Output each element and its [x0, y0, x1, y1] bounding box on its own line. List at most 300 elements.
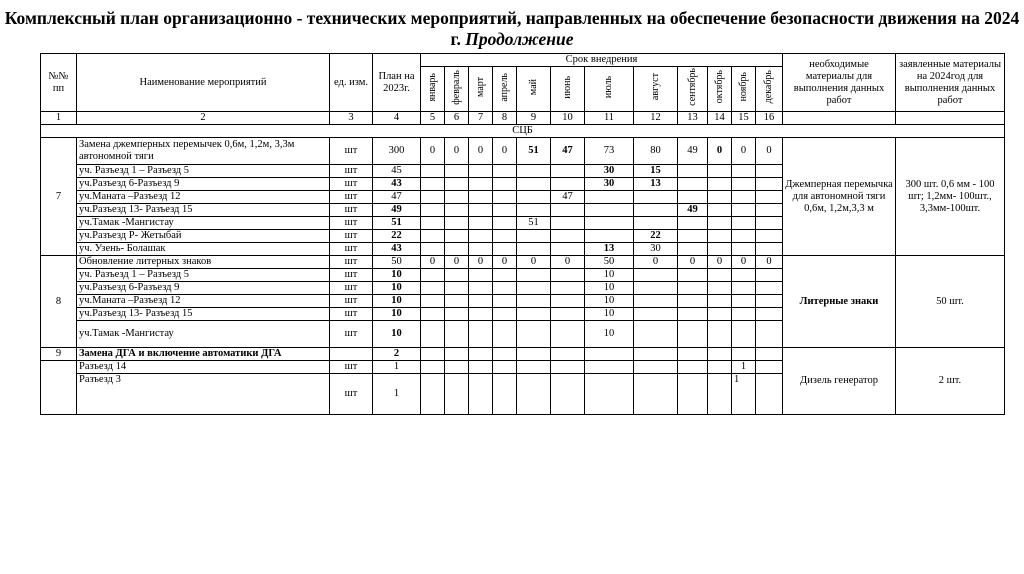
column-number: 5 [421, 112, 445, 125]
plan-cell: 47 [373, 191, 421, 204]
month-cell [756, 217, 783, 230]
month-cell: 30 [634, 243, 678, 256]
plan-cell: 22 [373, 230, 421, 243]
month-cell [421, 204, 445, 217]
column-number: 8 [493, 112, 517, 125]
month-cell: 0 [732, 138, 756, 165]
month-cell [445, 361, 469, 374]
header-period: Срок внедрения [421, 54, 783, 67]
month-cell: 0 [445, 138, 469, 165]
column-number [896, 112, 1005, 125]
month-cell [756, 321, 783, 348]
month-cell [732, 217, 756, 230]
month-cell [517, 321, 551, 348]
plan-cell: 10 [373, 321, 421, 348]
declared-cell: 2 шт. [896, 348, 1005, 415]
month-label: март [474, 77, 486, 97]
unit-cell: шт [330, 361, 373, 374]
month-cell: 30 [585, 165, 634, 178]
header-declared: заявленные материалы на 2024год для выполнения данных работ [896, 54, 1005, 112]
month-label: октябрь [713, 70, 725, 104]
month-cell: 15 [634, 165, 678, 178]
month-cell [756, 165, 783, 178]
month-cell [421, 217, 445, 230]
column-number: 15 [732, 112, 756, 125]
month-cell [469, 295, 493, 308]
month-cell: 80 [634, 138, 678, 165]
month-cell [469, 217, 493, 230]
month-label: январь [426, 72, 438, 102]
month-cell [585, 191, 634, 204]
month-cell [678, 191, 708, 204]
month-cell [493, 204, 517, 217]
month-cell [517, 230, 551, 243]
measure-name: Замена ДГА и включение автоматики ДГА [77, 348, 330, 361]
month-header [585, 67, 634, 112]
month-cell: 0 [708, 256, 732, 269]
header-materials: необходимые материалы для выполнения данных работ [783, 54, 896, 112]
month-cell [678, 308, 708, 321]
month-cell [517, 204, 551, 217]
month-label: июнь [561, 75, 573, 99]
unit-cell: шт [330, 178, 373, 191]
month-header [732, 67, 756, 112]
month-cell: 51 [517, 138, 551, 165]
month-cell [493, 374, 517, 415]
month-cell [469, 230, 493, 243]
month-cell [708, 282, 732, 295]
column-number: 3 [330, 112, 373, 125]
month-cell [585, 217, 634, 230]
month-cell [517, 295, 551, 308]
month-cell: 49 [678, 138, 708, 165]
month-header [551, 67, 585, 112]
month-cell [469, 178, 493, 191]
month-cell [678, 230, 708, 243]
month-cell [678, 295, 708, 308]
month-cell [445, 282, 469, 295]
row-number: 7 [41, 138, 77, 256]
month-cell [493, 191, 517, 204]
month-cell [551, 269, 585, 282]
month-cell [517, 282, 551, 295]
month-cell [551, 217, 585, 230]
month-cell [756, 361, 783, 374]
month-cell [732, 295, 756, 308]
month-cell: 0 [493, 256, 517, 269]
month-header [445, 67, 469, 112]
measure-name: уч.Маната –Разъезд 12 [77, 295, 330, 308]
month-cell [493, 269, 517, 282]
unit-cell: шт [330, 256, 373, 269]
month-cell [493, 282, 517, 295]
month-cell: 10 [585, 321, 634, 348]
measure-name: уч.Тамак -Мангистау [77, 321, 330, 348]
month-cell [517, 374, 551, 415]
month-cell [421, 269, 445, 282]
month-cell [493, 178, 517, 191]
plan-cell: 10 [373, 295, 421, 308]
month-cell [469, 361, 493, 374]
column-number [783, 112, 896, 125]
month-cell: 0 [678, 256, 708, 269]
month-header [517, 67, 551, 112]
measure-name: уч.Тамак -Мангистау [77, 217, 330, 230]
table-row [41, 256, 1005, 269]
month-cell [551, 348, 585, 361]
month-cell [445, 165, 469, 178]
month-cell [678, 282, 708, 295]
column-number: 7 [469, 112, 493, 125]
plan-cell: 43 [373, 178, 421, 191]
month-cell [585, 374, 634, 415]
month-cell [756, 178, 783, 191]
unit-cell: шт [330, 282, 373, 295]
month-cell [732, 321, 756, 348]
month-cell [445, 295, 469, 308]
month-cell [708, 243, 732, 256]
month-cell [445, 204, 469, 217]
month-cell [445, 308, 469, 321]
month-cell [708, 191, 732, 204]
month-cell [678, 269, 708, 282]
month-cell: 13 [585, 243, 634, 256]
month-cell [732, 308, 756, 321]
month-cell [517, 348, 551, 361]
unit-cell: шт [330, 204, 373, 217]
month-cell: 10 [585, 295, 634, 308]
month-cell [517, 308, 551, 321]
month-cell [551, 374, 585, 415]
month-cell: 30 [585, 178, 634, 191]
month-cell [421, 308, 445, 321]
table-row [41, 138, 1005, 165]
materials-cell: Дизель генератор [783, 348, 896, 415]
month-cell [469, 374, 493, 415]
column-number: 4 [373, 112, 421, 125]
column-number: 6 [445, 112, 469, 125]
month-header [634, 67, 678, 112]
month-cell [585, 348, 634, 361]
plan-cell: 10 [373, 282, 421, 295]
column-number: 14 [708, 112, 732, 125]
month-cell: 1 [732, 361, 756, 374]
month-cell [421, 282, 445, 295]
month-cell: 0 [421, 138, 445, 165]
unit-cell: шт [330, 138, 373, 165]
month-cell [445, 348, 469, 361]
month-cell [732, 191, 756, 204]
month-cell: 0 [421, 256, 445, 269]
month-cell [732, 243, 756, 256]
row-number-empty [41, 361, 77, 415]
month-cell [756, 308, 783, 321]
measure-name: уч. Узень- Болашак [77, 243, 330, 256]
month-cell [421, 243, 445, 256]
month-cell [585, 204, 634, 217]
month-cell [708, 308, 732, 321]
month-cell [585, 361, 634, 374]
measure-name: Замена джемперных перемычек 0,6м, 1,2м, 3,3м автономной тяги [77, 138, 330, 165]
month-cell [469, 243, 493, 256]
header-unit: ед. изм. [330, 54, 373, 112]
month-cell: 73 [585, 138, 634, 165]
month-cell [469, 269, 493, 282]
month-cell [708, 217, 732, 230]
month-cell: 10 [585, 282, 634, 295]
month-cell: 51 [517, 217, 551, 230]
month-cell [732, 165, 756, 178]
measure-name: уч.Разъезд 13- Разъезд 15 [77, 204, 330, 217]
month-cell: 50 [585, 256, 634, 269]
month-cell [708, 204, 732, 217]
measure-name: уч.Разъезд Р- Жетыбай [77, 230, 330, 243]
title-main: Комплексный план организационно - технических мероприятий, направленных на обеспечение безопасности движения на 2024 г. [4, 8, 1020, 49]
month-label: ноябрь [737, 72, 749, 102]
row-number: 9 [41, 348, 77, 361]
month-cell: 22 [634, 230, 678, 243]
page-title [0, 8, 1024, 50]
unit-cell: шт [330, 269, 373, 282]
month-cell [445, 230, 469, 243]
month-cell [708, 269, 732, 282]
month-cell [756, 191, 783, 204]
month-cell [469, 165, 493, 178]
month-label: сентябрь [686, 68, 698, 106]
unit-cell [330, 348, 373, 361]
month-cell [445, 191, 469, 204]
unit-cell: шт [330, 230, 373, 243]
month-header [708, 67, 732, 112]
month-cell [634, 282, 678, 295]
month-cell [493, 165, 517, 178]
month-cell [634, 191, 678, 204]
column-number: 10 [551, 112, 585, 125]
month-cell [469, 282, 493, 295]
month-cell [678, 217, 708, 230]
section-title: СЦБ [41, 125, 1005, 138]
unit-cell: шт [330, 217, 373, 230]
month-cell [493, 217, 517, 230]
month-cell: 1 [732, 374, 756, 415]
measure-name: уч.Разъезд 6-Разъезд 9 [77, 178, 330, 191]
column-number: 16 [756, 112, 783, 125]
month-cell [517, 361, 551, 374]
unit-cell: шт [330, 165, 373, 178]
month-cell [708, 374, 732, 415]
month-cell: 0 [469, 138, 493, 165]
month-cell [634, 295, 678, 308]
month-cell [634, 374, 678, 415]
measure-name: Обновление литерных знаков [77, 256, 330, 269]
month-cell: 10 [585, 269, 634, 282]
month-cell: 49 [678, 204, 708, 217]
column-number: 12 [634, 112, 678, 125]
table-row [41, 348, 1005, 361]
month-cell: 0 [732, 256, 756, 269]
plan-table [40, 53, 1005, 415]
month-cell [678, 374, 708, 415]
month-cell: 0 [634, 256, 678, 269]
month-cell [678, 321, 708, 348]
column-number: 1 [41, 112, 77, 125]
month-cell [634, 321, 678, 348]
month-cell [678, 178, 708, 191]
month-header [756, 67, 783, 112]
month-cell [421, 321, 445, 348]
month-cell: 0 [445, 256, 469, 269]
month-cell [708, 165, 732, 178]
month-cell [517, 178, 551, 191]
month-cell [756, 269, 783, 282]
month-cell [493, 295, 517, 308]
month-cell [517, 191, 551, 204]
month-cell: 0 [469, 256, 493, 269]
month-cell: 47 [551, 191, 585, 204]
month-cell [517, 269, 551, 282]
unit-cell: шт [330, 321, 373, 348]
month-label: апрель [498, 72, 510, 102]
month-cell [551, 361, 585, 374]
month-cell [756, 243, 783, 256]
month-cell [445, 269, 469, 282]
month-cell [756, 374, 783, 415]
month-cell [469, 321, 493, 348]
plan-cell: 45 [373, 165, 421, 178]
header-num: №№ пп [41, 54, 77, 112]
month-cell [493, 230, 517, 243]
month-cell [493, 321, 517, 348]
plan-cell: 10 [373, 269, 421, 282]
month-cell [421, 230, 445, 243]
month-cell [421, 374, 445, 415]
month-cell [421, 178, 445, 191]
month-cell [493, 361, 517, 374]
plan-cell: 10 [373, 308, 421, 321]
month-cell [551, 308, 585, 321]
unit-cell: шт [330, 243, 373, 256]
month-cell [634, 217, 678, 230]
month-cell [732, 204, 756, 217]
month-cell [634, 204, 678, 217]
column-number: 2 [77, 112, 330, 125]
plan-cell: 43 [373, 243, 421, 256]
plan-cell: 50 [373, 256, 421, 269]
month-cell [551, 165, 585, 178]
column-number: 11 [585, 112, 634, 125]
measure-name: уч. Разъезд 1 – Разъезд 5 [77, 165, 330, 178]
month-header [469, 67, 493, 112]
month-cell: 0 [708, 138, 732, 165]
month-cell [517, 243, 551, 256]
month-label: декабрь [763, 70, 774, 104]
measure-name: уч. Разъезд 1 – Разъезд 5 [77, 269, 330, 282]
month-cell [421, 295, 445, 308]
month-cell [634, 348, 678, 361]
month-cell: 0 [756, 256, 783, 269]
measure-name: уч.Разъезд 13- Разъезд 15 [77, 308, 330, 321]
plan-cell: 2 [373, 348, 421, 361]
month-cell [445, 374, 469, 415]
month-cell [551, 321, 585, 348]
title-continuation: Продолжение [465, 29, 574, 49]
month-cell [445, 321, 469, 348]
month-cell [445, 178, 469, 191]
month-cell [678, 361, 708, 374]
month-label: июль [603, 75, 614, 99]
month-cell [493, 308, 517, 321]
month-cell [634, 361, 678, 374]
month-cell [678, 348, 708, 361]
month-cell [517, 165, 551, 178]
month-cell: 0 [756, 138, 783, 165]
month-cell [493, 243, 517, 256]
measure-name: уч.Разъезд 6-Разъезд 9 [77, 282, 330, 295]
month-cell [732, 269, 756, 282]
unit-cell: шт [330, 308, 373, 321]
month-cell [756, 204, 783, 217]
month-cell [708, 361, 732, 374]
plan-cell: 51 [373, 217, 421, 230]
measure-name: Разъезд 3 [77, 374, 330, 415]
month-cell [756, 295, 783, 308]
month-cell [708, 348, 732, 361]
month-cell: 13 [634, 178, 678, 191]
month-cell: 0 [551, 256, 585, 269]
column-number: 13 [678, 112, 708, 125]
month-cell [421, 165, 445, 178]
month-cell [421, 191, 445, 204]
measure-name: уч.Маната –Разъезд 12 [77, 191, 330, 204]
plan-cell: 1 [373, 361, 421, 374]
month-cell: 10 [585, 308, 634, 321]
month-header [678, 67, 708, 112]
month-cell [678, 165, 708, 178]
declared-cell: 300 шт. 0,6 мм - 100 шт; 1,2мм- 100шт., 3,3мм-100шт. [896, 138, 1005, 256]
month-cell [551, 178, 585, 191]
month-cell [756, 230, 783, 243]
month-cell [493, 348, 517, 361]
month-cell [551, 243, 585, 256]
month-cell [421, 348, 445, 361]
month-cell [585, 230, 634, 243]
month-header [421, 67, 445, 112]
month-cell [421, 361, 445, 374]
month-cell [469, 348, 493, 361]
column-number: 9 [517, 112, 551, 125]
measure-name: Разъезд 14 [77, 361, 330, 374]
month-cell [469, 204, 493, 217]
plan-cell: 300 [373, 138, 421, 165]
month-cell [756, 348, 783, 361]
month-label: август [649, 73, 661, 101]
plan-cell: 49 [373, 204, 421, 217]
month-cell [551, 282, 585, 295]
month-cell [634, 269, 678, 282]
header-name: Наименование мероприятий [77, 54, 330, 112]
month-cell [708, 321, 732, 348]
declared-cell: 50 шт. [896, 256, 1005, 348]
unit-cell: шт [330, 295, 373, 308]
plan-cell: 1 [373, 374, 421, 415]
unit-cell: шт [330, 374, 373, 415]
month-cell [708, 178, 732, 191]
month-cell [551, 295, 585, 308]
month-cell [732, 282, 756, 295]
month-cell [634, 308, 678, 321]
month-label: май [527, 78, 539, 96]
month-cell [469, 308, 493, 321]
